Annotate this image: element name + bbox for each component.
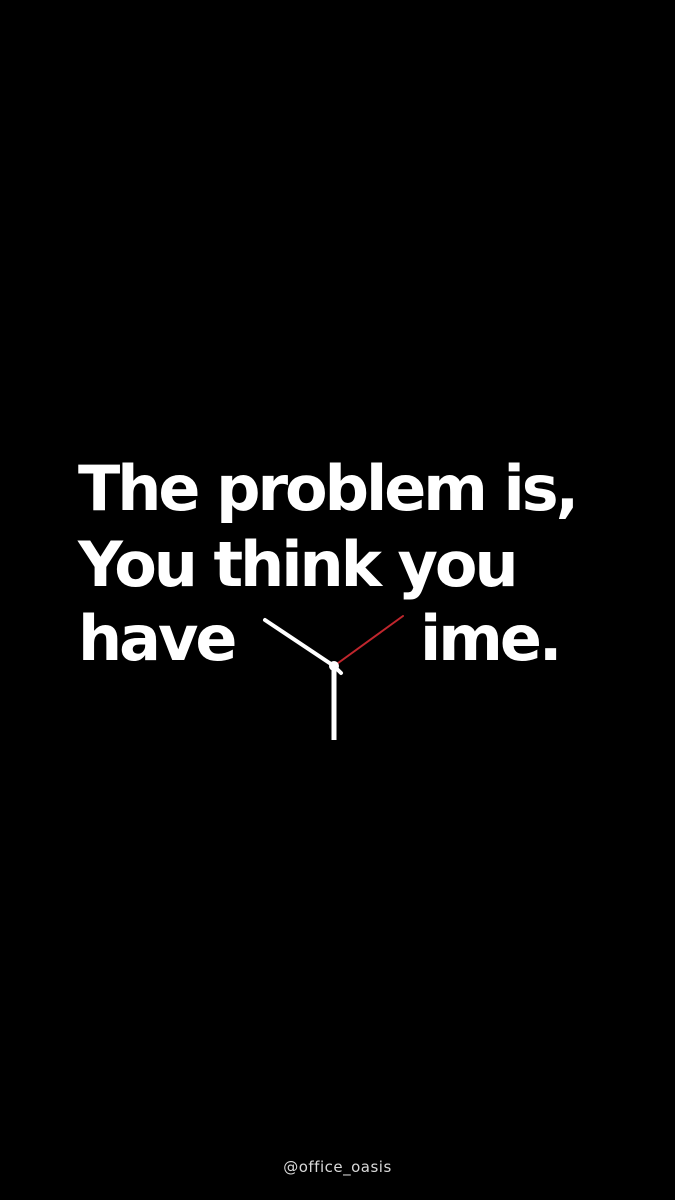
quote-line-1: The problem is,	[78, 452, 577, 525]
clock-hands-icon	[255, 608, 415, 748]
clock-pivot	[329, 661, 339, 671]
quote-line-2: You think you	[78, 528, 516, 601]
quote-line-3-end: ime.	[420, 602, 560, 675]
clock-minute-hand	[332, 666, 337, 740]
quote-line-3-start: have	[78, 602, 235, 675]
creator-handle: @office_oasis	[283, 1158, 392, 1176]
clock-hour-hand	[265, 620, 334, 666]
clock-second-hand	[334, 616, 403, 666]
